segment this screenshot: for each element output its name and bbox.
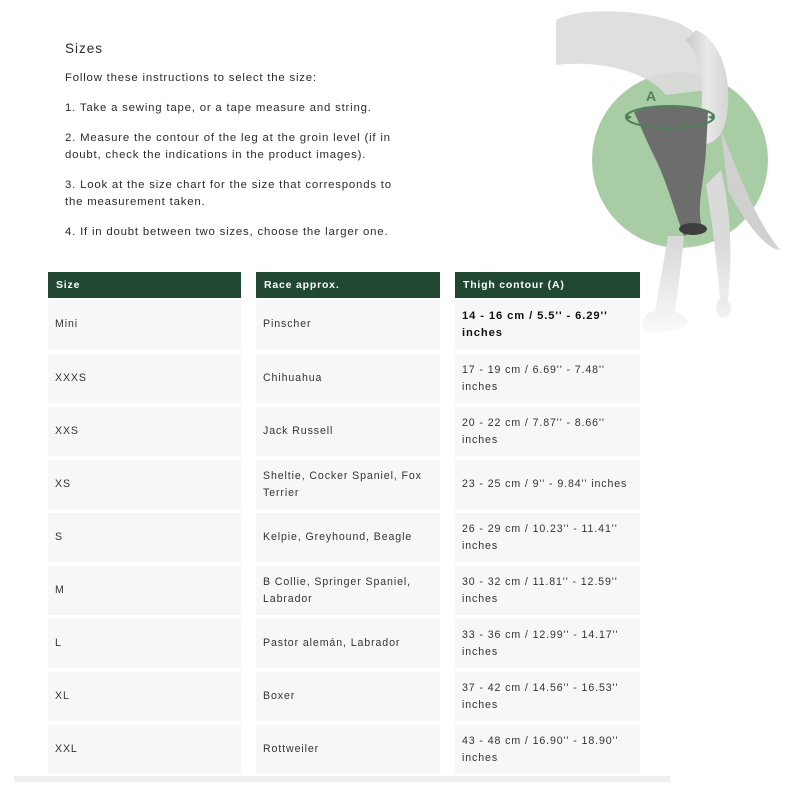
- cell-thigh-contour: 23 - 25 cm / 9'' - 9.84'' inches: [455, 460, 640, 509]
- cell-breed: Boxer: [256, 672, 440, 721]
- cell-breed: Pastor alemán, Labrador: [256, 619, 440, 668]
- cell-breed: Rottweiler: [256, 725, 440, 774]
- cell-size: XXXS: [48, 354, 241, 403]
- cell-size: XXS: [48, 407, 241, 456]
- cell-thigh-contour: 26 - 29 cm / 10.23'' - 11.41'' inches: [455, 513, 640, 562]
- instructions-lead: Follow these instructions to select the size:: [65, 72, 317, 84]
- cell-breed: B Collie, Springer Spaniel, Labrador: [256, 566, 440, 615]
- column-breed: [256, 272, 440, 755]
- cell-thigh-contour: 17 - 19 cm / 6.69'' - 7.48'' inches: [455, 354, 640, 403]
- section-title: Sizes: [65, 41, 104, 56]
- instruction-step-3: 3. Look at the size chart for the size that corresponds to the measurement taken.: [65, 179, 392, 208]
- cell-breed: Jack Russell: [256, 407, 440, 456]
- header-breed: Race approx.: [256, 272, 440, 298]
- cell-breed: Sheltie, Cocker Spaniel, Fox Terrier: [256, 460, 440, 509]
- cell-size: XL: [48, 672, 241, 721]
- header-size: Size: [48, 272, 241, 298]
- cell-breed: Pinscher: [256, 300, 440, 349]
- header-thigh-contour: Thigh contour (A): [455, 272, 640, 298]
- cell-breed: Kelpie, Greyhound, Beagle: [256, 513, 440, 562]
- cell-breed: Chihuahua: [256, 354, 440, 403]
- cell-size: S: [48, 513, 241, 562]
- cell-size: Mini: [48, 300, 241, 349]
- cell-size: M: [48, 566, 241, 615]
- cell-thigh-contour: 30 - 32 cm / 11.81'' - 12.59'' inches: [455, 566, 640, 615]
- column-thigh-contour: [455, 272, 640, 764]
- instruction-step-2: 2. Measure the contour of the leg at the groin level (if in doubt, check the indications in the product images).: [65, 132, 391, 161]
- cell-thigh-contour: 37 - 42 cm / 14.56'' - 16.53'' inches: [455, 672, 640, 721]
- bottom-scroll-shadow: [14, 776, 670, 782]
- cell-thigh-contour: 20 - 22 cm / 7.87'' - 8.66'' inches: [455, 407, 640, 456]
- cell-thigh-contour: 33 - 36 cm / 12.99'' - 14.17'' inches: [455, 619, 640, 668]
- instruction-step-4: 4. If in doubt between two sizes, choose the larger one.: [65, 226, 389, 238]
- column-size: [48, 272, 241, 755]
- cell-size: XXL: [48, 725, 241, 774]
- cell-thigh-contour: 14 - 16 cm / 5.5'' - 6.29'' inches: [455, 300, 640, 349]
- cell-size: L: [48, 619, 241, 668]
- cell-thigh-contour: 43 - 48 cm / 16.90'' - 18.90'' inches: [455, 725, 640, 774]
- instruction-step-1: 1. Take a sewing tape, or a tape measure and string.: [65, 102, 372, 114]
- cell-size: XS: [48, 460, 241, 509]
